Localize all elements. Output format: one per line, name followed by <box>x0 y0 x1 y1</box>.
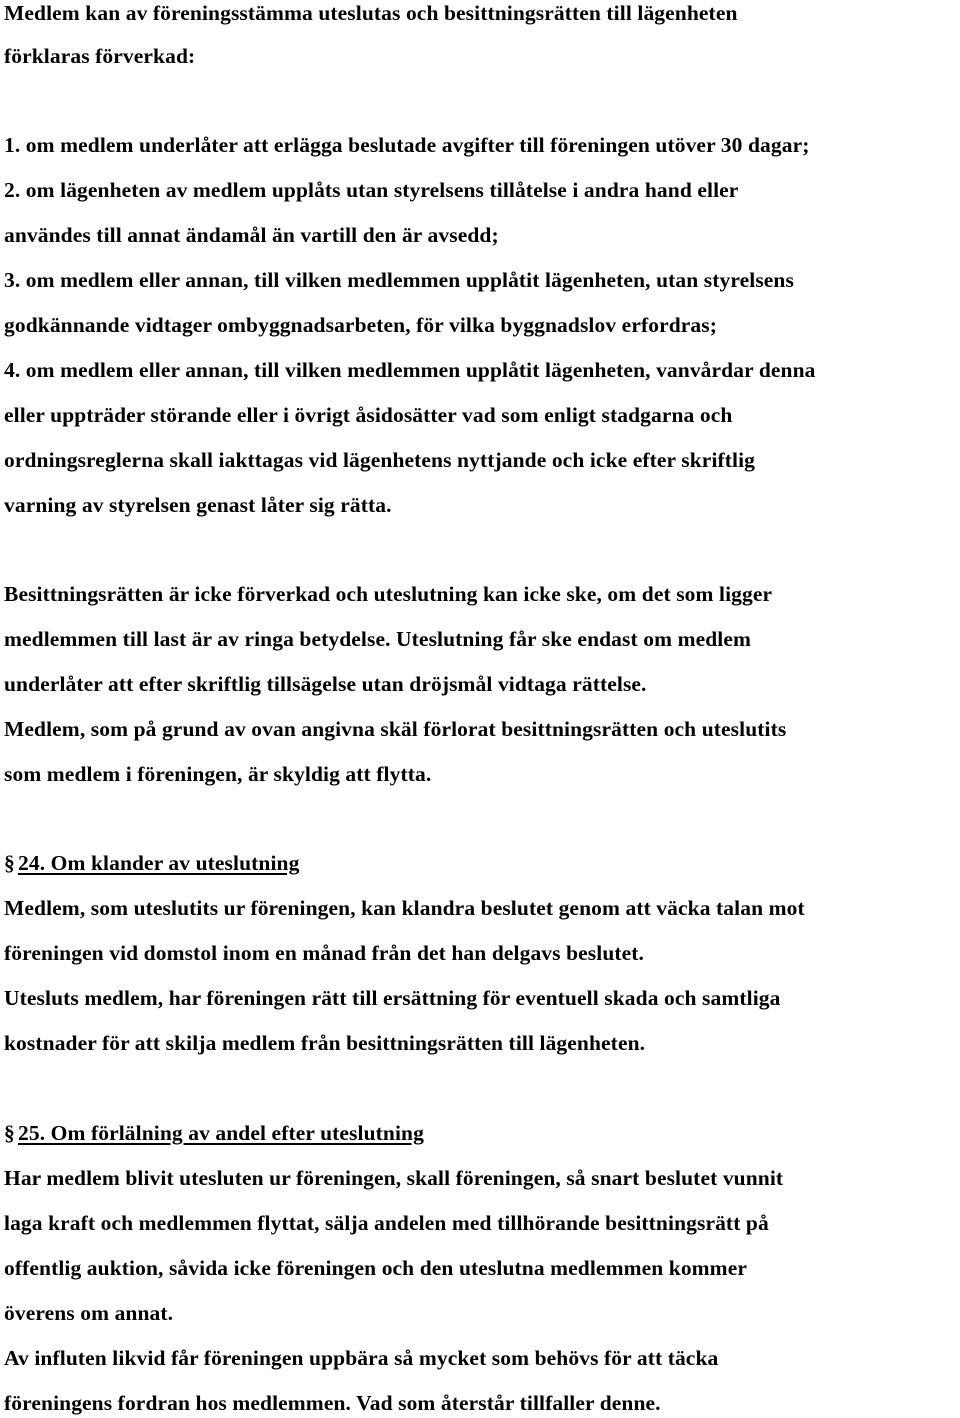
section-25-line: överens om annat. <box>4 1301 174 1325</box>
section-24-heading <box>4 850 299 876</box>
section-symbol: § <box>4 851 15 875</box>
paragraph-line: medlemmen till last är av ringa betydelse. Uteslutning får ske endast om medlem <box>4 627 752 651</box>
list-item-4-line: varning av styrelsen genast låter sig rätta. <box>4 493 392 517</box>
list-item-4-line: ordningsreglerna skall iakttagas vid lägenhetens nyttjande och icke efter skriftlig <box>4 448 756 472</box>
section-25-line: offentlig auktion, såvida icke föreningen och den uteslutna medlemmen kommer <box>4 1256 747 1280</box>
list-item-4-line: eller uppträder störande eller i övrigt åsidosätter vad som enligt stadgarna och <box>4 403 733 427</box>
intro-line: Medlem kan av föreningsstämma uteslutas och besittningsrätten till lägenheten <box>4 1 738 25</box>
section-25-line: föreningens fordran hos medlemmen. Vad som återstår tillfaller denne. <box>4 1391 661 1415</box>
list-item-3-line: 3. om medlem eller annan, till vilken medlemmen upplåtit lägenheten, utan styrelsens <box>4 268 794 292</box>
paragraph-line: Medlem, som på grund av ovan angivna skäl förlorat besittningsrätten och uteslutits <box>4 717 787 741</box>
list-item-4-line: 4. om medlem eller annan, till vilken medlemmen upplåtit lägenheten, vanvårdar denna <box>4 358 816 382</box>
section-24-title: 24. Om klander av uteslutning <box>18 851 300 875</box>
section-24-line: kostnader för att skilja medlem från besittningsrätten till lägenheten. <box>4 1031 646 1055</box>
intro-line: förklaras förverkad: <box>4 44 196 68</box>
section-25-line: laga kraft och medlemmen flyttat, sälja andelen med tillhörande besittningsrätt på <box>4 1211 769 1235</box>
list-item-1: 1. om medlem underlåter att erlägga beslutade avgifter till föreningen utöver 30 dagar; <box>4 133 810 157</box>
list-item-2-line: 2. om lägenheten av medlem upplåts utan styrelsens tillåtelse i andra hand eller <box>4 178 739 202</box>
section-25-line: Av influten likvid får föreningen uppbära så mycket som behövs för att täcka <box>4 1346 719 1370</box>
section-25-title: 25. Om förlälning av andel efter uteslutning <box>18 1121 424 1145</box>
list-item-2-line: användes till annat ändamål än vartill den är avsedd; <box>4 223 499 247</box>
section-symbol: § <box>4 1121 15 1145</box>
section-24-line: föreningen vid domstol inom en månad från det han delgavs beslutet. <box>4 941 645 965</box>
section-25-heading <box>4 1120 424 1146</box>
paragraph-line: underlåter att efter skriftlig tillsägelse utan dröjsmål vidtaga rättelse. <box>4 672 647 696</box>
section-24-line: Medlem, som uteslutits ur föreningen, kan klandra beslutet genom att väcka talan mot <box>4 896 805 920</box>
list-item-3-line: godkännande vidtager ombyggnadsarbeten, för vilka byggnadslov erfordras; <box>4 313 717 337</box>
paragraph-line: Besittningsrätten är icke förverkad och uteslutning kan icke ske, om det som ligger <box>4 582 773 606</box>
paragraph-line: som medlem i föreningen, är skyldig att flytta. <box>4 762 432 786</box>
section-25-line: Har medlem blivit utesluten ur föreningen, skall föreningen, så snart beslutet vunnit <box>4 1166 784 1190</box>
section-24-line: Utesluts medlem, har föreningen rätt till ersättning för eventuell skada och samtliga <box>4 986 781 1010</box>
